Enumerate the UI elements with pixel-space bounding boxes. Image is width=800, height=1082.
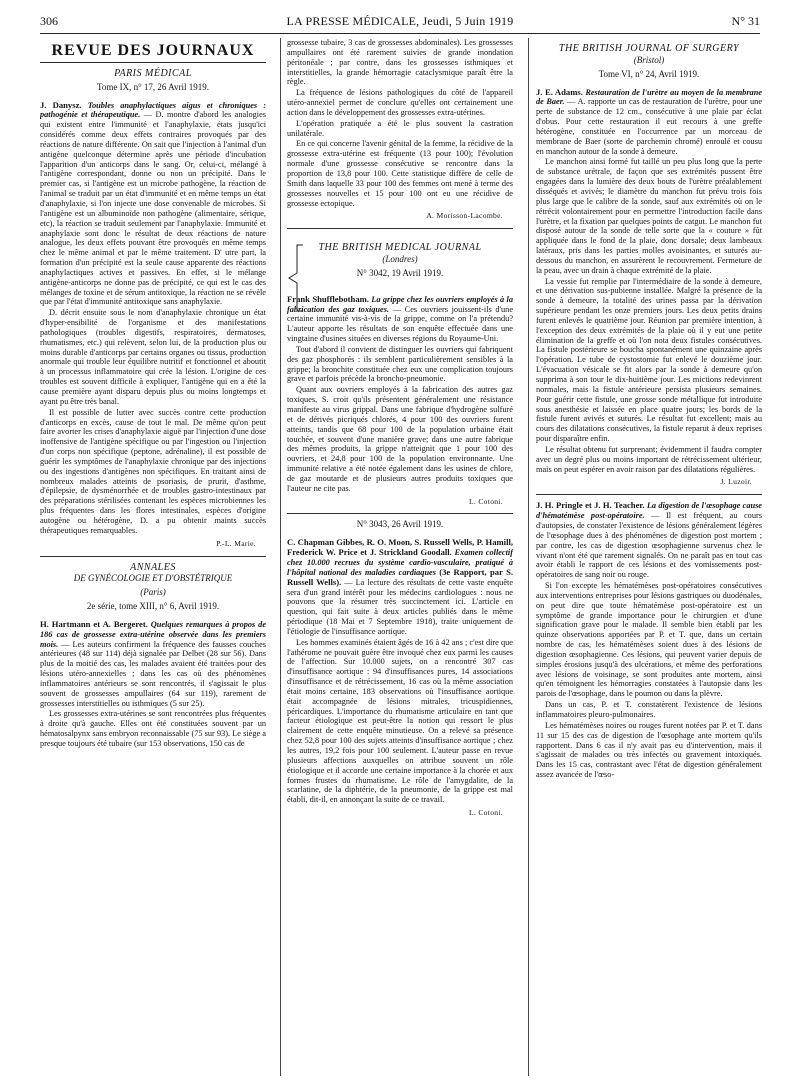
article-pringle [536,501,762,580]
section-divider [287,513,513,514]
article-paragraph: Tout d'abord il convient de distinguer les ouvriers qui fabriquent des gaz phosphorés : ils semblent particulièrement sensibles à la grippe; la bronchite constituée chez eux une complication toujours grave et parfois précède la broncho-pneumonie. [287,344,513,384]
article-paragraph: grossesse tubaire, 3 cas de grossesses abdominales). Les grossesses ampullaires ont été rarement suivies de grande inondation péritonéale ; par contre, dans les grossesses isthmiques et interstitielles, la grande hémorragie cataclysmique paraît être la règle. [287,38,513,87]
article-signature: L. Cotoni. [468,496,503,506]
article-signature: A. Morisson-Lacombe. [426,211,503,221]
article-paragraph: Le manchon ainsi formé fut taillé un peu plus long que la perte de substance urétrale, de façon que ses extrémités pussent être engagées dans la lumière des deux bouts de l'urètre préalablement disséqués et avivés; le diamètre du manchon fut prévu trois fois plus large que le calibre de la sonde, sauf aux extrémités où on le rétrécit volontairement pour en permettre l'introduction facile dans l'urètre, et la fixation par quelques points de catgut. Le manchon fut disposé autour de la sonde de telle sorte que la « couture » fût appliquée dans le fond de la plaie, donc dorsale; deux lambeaux latéraux, pris dans les parties molles avoisinantes, et suturés au-dessous du manchon, en assurèrent le recouvrement. Fermeture de la peau, avec un drain à chaque extrémité de la plaie. [536,157,762,275]
journal-volume: N° 3042, 19 Avril 1919. [356,267,444,278]
article-signature: J. Luzoir. [720,477,752,487]
article-paragraph: L'opération pratiquée a été le plus souvent la castration unilatérale. [287,118,513,138]
journal-city: (Bristol) [633,54,665,65]
issue-number: N° 31 [731,14,760,28]
column-divider-2 [528,38,529,1076]
article-gibbes [287,538,513,636]
article-paragraph: Le résultat obtenu fut surprenant; évidemment il faudra compter avec un degré plus ou moins important de rétrécissement ultérieur, mais on peut espérer en avoir raison par des dilatations régulières. [536,444,762,474]
article-title-tail: (3e Rapport, par S. Russell Wells). [287,566,513,587]
article-signature: P.-L. Marie. [216,538,256,548]
article-paragraph: Les hommes examinés étaient âgés de 16 à 42 ans ; c'est dire que l'athérome ne pouvait guère être invoqué chez eux parmi les causes de l'affection. Sur 10.000 sujets, on a rencontré 307 cas d'insuffisance aortique : 94 d'insuffisances pures, 14 associations d'insuffisance et de rétrécissement, 16 cas où la même association était moins certaine, 183 observations où l'insuffisance aortique était accompagnée de lésions mitrales, tricuspidiennes, péricardiques. L'importance du rhumatisme articulaire en tant que facteur étiologique est peut-être la notion qui ressort le plus clairement de cette enquête minutieuse. On a relevé sa présence chez 52,8 pour 100 des sujets atteints d'insuffisance aortique ; chez les autres, 19,2 fois pour 100 seulement. L'auteur passe en revue plusieurs affections auxquelles on attribue souvent un rôle étiologique et il accorde une certaine importance à la chorée et aux formes frustes du rhumatisme. Le rôle de l'amygdalite, de la scarlatine, de la diphtérie, de la pneumonie, de la grippe est mal établi, dit-il, en annonçant la suite de ce travail. [287,637,513,805]
journal-city: (Londres) [382,254,418,265]
article-author: J. E. Adams. [536,86,583,97]
article-text: — Les auteurs confirment la fréquence des fausses couches antérieures (48 sur 114) déjà signalée par Delbet (28 sur 56). Dans plus de la moitié des cas, les malades avaient été traitées pour des lésions utéro-annexielles ; dans les cas où des phénomènes inflammatoires antérieurs se sont rencontrés, il s'agissait le plus souvent de grossesses ampullaires (64 sur 119), rarement de grossesses interstitielles ou isthmiques (5 sur 25). [40,639,266,708]
page-number: 306 [40,14,58,28]
article-hartmann [40,620,266,709]
section-divider [287,228,513,229]
journal-subtitle: DE GYNÉCOLOGIE ET D'OBSTÉTRIQUE [73,573,233,584]
article-paragraph: En ce qui concerne l'avenir génital de la femme, la récidive de la grossesse extra-utérine est fréquente (13 pour 100); l'évolution normale d'une grossesse consécutive se rencontre dans la proportion de 13,8 pour 100. Cette statistique diffère de celle de Smith dans laquelle 33 pour 100 des femmes ont mené à terme des grossesses nouvelles et 15 pour 100 ont eu une récidive de grossesse ectopique. [287,139,513,208]
newspaper-title: LA PRESSE MÉDICALE, Jeudi, 5 Juin 1919 [286,14,514,28]
page-header [40,12,760,32]
article-author: J. H. Pringle et J. H. Teacher. [536,500,645,511]
article-author: H. Hartmann et A. Bergeret. [40,618,148,629]
article-signature: L. Cotoni. [468,808,503,818]
article-adams [536,88,762,157]
article-title: La grippe chez les ouvriers employés à la fabrication des gaz toxiques. [287,294,513,314]
article-author: Frank Shufflebotham. [287,293,369,304]
article-paragraph: Dans un cas, P. et T. constatèrent l'existence de lésions inflammatoires pleuro-pulmonaires. [536,700,762,719]
section-title: REVUE DES JOURNAUX [40,46,266,63]
article-title: Restauration de l'urètre au moyen de la membrane de Baer. [536,87,762,107]
journal-heading-box [287,235,513,289]
section-divider [40,556,266,557]
journal-title: PARIS MÉDICAL [114,67,192,79]
article-text: — La lecture des résultats de cette vaste enquête sera d'un grand intérêt pour les médecins cardiologues : nous ne pouvons que la résumer très succinctement ici. L'article en question, qui fait suite à deux articles publiés dans le même périodique (18 Mai et 7 Septembre 1918), traite uniquement de l'étiologie de l'insuffisance aortique. [287,577,513,636]
journal-title: THE BRITISH JOURNAL OF SURGERY [558,43,740,54]
article-paragraph: Il est possible de lutter avec succès contre cette production d'anticorps en excès, cause de tout le mal. De même qu'on peut faire avorter les crises d'anaphylaxie aiguë par l'injection d'une dose inoffensive de l'antigène spécifique ou par l'ingestion ou l'injection d'un corps non spécifique (peptone, adrénaline), il est possible de guérir les symptômes de l'anaphylaxie chronique par des injections ou des ingestions d'antigènes non spécifiques. En traitant ainsi de nombreux malades atteints de psoriasis, de prurit, d'asthme, d'épilepsie, de dysménorrhée et de troubles gastro-intestinaux par des préparations stérilisées contenant les espèces microbiennes les plus fréquentes dans les flores intestinales, espèces d'origine autogène ou hétérogène, D. a pu obtenir maints succès thérapeutiques remarquables. [40,407,266,535]
article-shufflebotham [287,295,513,344]
journal-volume: N° 3043, 26 Avril 1919. [356,519,444,530]
article-text: — D. montre d'abord les analogies qui existent entre l'immunité et l'anaphylaxie, états jusqu'ici considérés comme deux effets contraires provoqués par des réactions de nature différente. On sait que l'injection à l'animal d'un antigène quelconque détermine après une période d'incubation l'apparition d'un anticorps dans le sang. Or, celui-ci, mélangé à l'antigène correspondant, donne ou non un précipité. Dans le premier cas, si l'antigène est un microbe pathogène, la réaction de l'animal se traduit par un état d'immunité et en même temps un état d'anaphylaxie, si l'on injecte une dose convenable de microbes. Si l'antigène est un albuminoïde non pathogène (alimentaire, sérique, etc), la réaction se traduit seulement par l'anaphylaxie. Immunité et anaphylaxie sont donc le résultat de deux réactions de nature analogue, les deux effets pouvant être provoqués en même temps chez le même animal et par le même traitement. D' utre part, la formation d'un précipité est la seule cause apparente des réactions anaphylactiques actives et passives. En effet, si le mélange antigène-anticorps ne donne pas de précipité, ce qui est le cas des mélanges de toxine et de sérum antitoxique, la réaction ne se révèle que par l'état d'immunité antitoxique sans anaphylaxie. [40,110,266,307]
journal-city: (Paris) [140,587,166,598]
article-author: C. Chapman Gibbes, R. O. Moon, S. Russell Wells, P. Hamill, Frederick W. Price et J. Strickland Goodall. [287,537,513,558]
header-rule [40,33,760,34]
column-2 [287,38,513,1076]
article-danysz [40,101,266,308]
brace-ornament [287,243,305,313]
article-title: Examen collectif chez 10.000 recrues du système cardio-vasculaire, pratiqué à l'hôpital national des maladies cardiaques [287,548,513,577]
article-paragraph: La vessie fut remplie par l'intermédiaire de la sonde à demeure, et une dérivation sus-pubienne installée. Malgré la présence de la sonde à demeure, la totalité des urines passa par la dérivation supérieure pendant les onze premiers jours. Les deux petits drains furent enlevés le quatrième jour. Réunion par première intention, à l'exception des deux extrémités de la plaie où il y eut une petite élimination de la greffe et où l'on nota deux fistules consécutives. La fistule postérieure se boucha spontanément une quinzaine après l'opération. Le tube de cystostomie fut enlevé le douzième jour. L'évacuation vésicale se fit alors par la sonde à demeure qu'on supprima à son tour le dix-huitième jour. Les mictions redevinrent normales, mais la fistule antérieure persista plusieurs semaines. Pour guérir cette fistule, une grosse sonde métallique fut introduite sous anesthésie et laissée en place quatre jours; les bords de la fistule furent avivés et suturés. Le résultat fut excellent; mais au cours des dilatations consécutives, la fistule reparut à deux reprises pour disparaître enfin. [536,276,762,444]
article-paragraph: D. décrit ensuite sous le nom d'anaphylaxie chronique un état d'hyper-ensibilité de l'organisme et des manifestations pathologiques (troubles digestifs, respiratoires, dermatoses, rhumatismes, etc.) qui relèvent, selon lui, de la production plus ou moins durable d'anticorps par certains organes ou tissus, production anormale qui trouble leur équilibre nutritif et fonctionnel et aboutit à un processus inflammatoire qui crée la lésion. L'origine de ces troubles est souvent difficile à expliquer, l'antigène qui en a été la cause première ayant disparu depuis plus ou moins longtemps et ayant pu être très banal. [40,308,266,406]
journal-volume: 2e série, tome XIII, n° 6, Avril 1919. [86,601,220,612]
article-text: — A. rapporte un cas de restauration de l'urètre, pour une perte de substance de 12 cm., consécutive à une plaie par éclat d'obus. Pour cette restauration il eut recours à une greffe hétérogène, constituée en l'occurrence par un morceau de membrane de Baer (sorte de parchemin chromé) enroulé et cousu en manchon autour de la sonde à demeure. [536,97,762,156]
journal-volume: Tome IX, n° 17, 26 Avril 1919. [96,81,210,92]
article-text: — Il est fréquent, au cours d'autopsies, de constater l'existence de lésions généralement légères de l'œsophage dues à des phénomènes de digestion post mortem ; par contre, les cas de digestion œsophagienne survenus chez le vivant n'ont été que rarement signalés. On ne paraît pas en tout cas avoir établi le rapport de ces lésions et des vomissements post-opératoires de sang noir ou rouge. [536,511,762,580]
column-3 [536,38,762,1076]
column-1 [40,38,266,1076]
article-title: Toubles anaphylactiques aigus et chroniques : pathogénie et thérapeutique. [40,100,266,120]
article-paragraph: La fréquence de lésions pathologiques du côté de l'appareil utéro-annexiel permet de conclure qu'elles ont certainement une action dans le développement des grossesses extra-utérines. [287,88,513,117]
article-paragraph: Les hématémèses noires ou rouges furent notées par P. et T. dans 11 sur 15 des cas de digestion de l'œsophage ante mortem qu'ils rapportent. Dans 6 cas il n'y avait pas eu d'intervention, mais il s'agissait de malades ou très infectés ou gravement intoxiqués. Dans les 15 cas, contrastant avec l'état de digestion généralement assez avancée de l'œso- [536,720,762,780]
article-paragraph: Les grossesses extra-utérines se sont rencontrées plus fréquentes à droite qu'à gauche. Elles ont été constituées souvent par un hématosalpynx sans embryon reconnaissable (75 sur 93). Le siège a presque toujours été tubaire (sur 153 observations, 150 cas de [40,709,266,748]
journal-volume: Tome VI, n° 24, Avril 1919. [598,68,700,79]
journal-title: THE BRITISH MEDICAL JOURNAL [318,242,482,254]
journal-title: ANNALES [130,561,176,573]
article-paragraph: Quant aux ouvriers employés à la fabrication des autres gaz toxiques, S. croit qu'ils présentent généralement une résistance manifeste au virus grippal. Dans une fabrique d'hydrogène sulfuré et de dérivés picriqués chlorés, 4 pour 100 des ouvriers furent atteints, tandis que 68 pour 100 de la population urbaine était touchée, et souvent d'une manière grave; dans une autre fabrique des mêmes produits, la grippe n'atteignit que 1 pour 100 des ouvriers, et 24,8 pour 100 de la population environnante. Une immunité relative a été notée également dans les usines de chlore, de gaz moutarde et de plusieurs autres produits toxiques que l'auteur ne cite pas. [287,385,513,493]
section-divider [536,494,762,495]
article-paragraph: Si l'on excepte les hématémèses post-opératoires consécutives aux interventions entreprises pour lésions gastriques ou duodénales, on peut dire que toute hématémèse post-opératoire est un symptôme de grande importance pour le chirurgien et d'une signification grave pour le malade. Il semble bien établi par les quinze observations apportées par P. et T. que, dans un certain nombre de cas, les hématémèses soient dues à des lésions de digestion œsophagienne. Ces lésions, qui peuvent varier depuis de simples érosions jusqu'à des ulcérations, et même des perforations avec lésions de voisinage, se sont produites ante mortem, ainsi qu'en témoignent les hémorragies constatées à l'autopsie dans les parois de l'œsophage, dans le poumon ou dans la plèvre. [536,581,762,699]
article-title: Quelques remarques à propos de 186 cas de grossesse extra-utérine observée dans les premiers mois. [40,619,266,649]
column-divider-1 [280,38,281,1076]
article-title: La digestion de l'œsophage cause d'hématémèse post-opératoire. [536,501,762,521]
article-text: — Ces ouvriers jouissent-ils d'une certaine immunité vis-à-vis de la grippe, comme on l'a prétendu? L'auteur apporte les résultats de son enquête effectuée dans une vingtaine d'usines situées en diverses régions du Royaume-Uni. [287,304,513,344]
article-author: J. Danysz. [40,99,82,110]
